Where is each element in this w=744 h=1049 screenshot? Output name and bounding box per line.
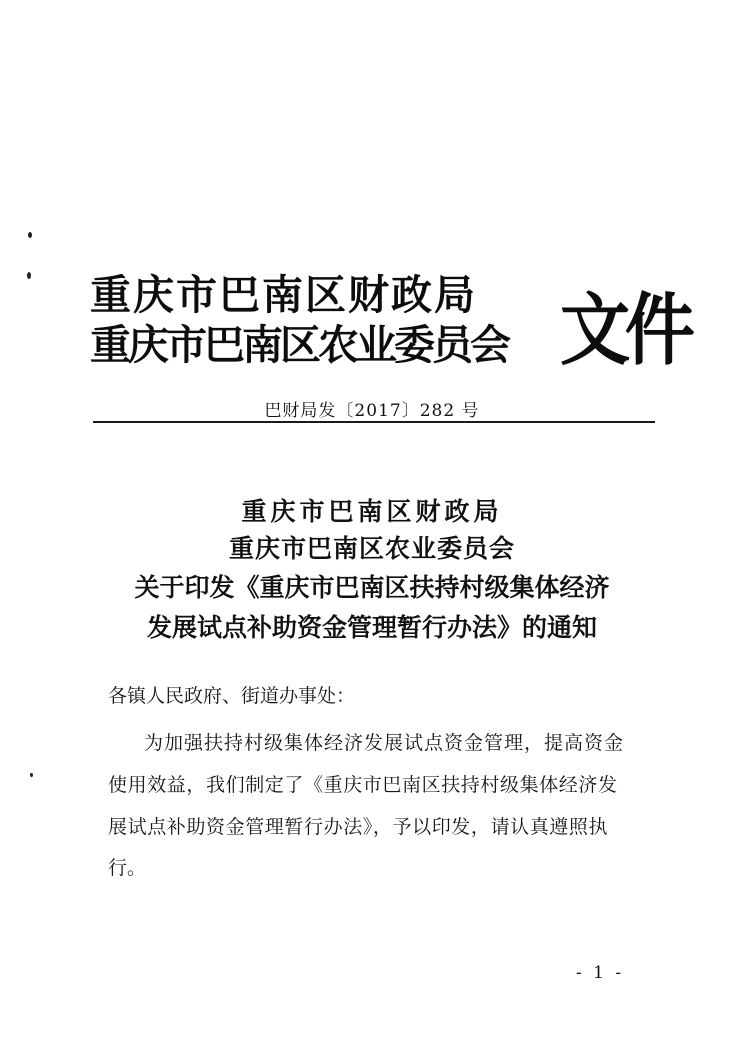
scan-speck bbox=[30, 773, 33, 777]
header-issuer-agriculture-committee: 重庆市巴南区农业委员会 bbox=[90, 321, 508, 369]
page-number: - 1 - bbox=[576, 963, 625, 983]
paragraph-line: 使用效益，我们制定了《重庆市巴南区扶持村级集体经济发 bbox=[108, 774, 618, 796]
paragraph-line: 行。 bbox=[108, 857, 147, 879]
document-number: 巴财局发〔2017〕282 号 bbox=[264, 401, 480, 421]
title-line-2: 重庆市巴南区农业委员会 bbox=[228, 534, 515, 563]
salutation: 各镇人民政府、街道办事处： bbox=[108, 685, 356, 707]
header-issuer-finance-bureau: 重庆市巴南区财政局 bbox=[90, 271, 477, 319]
header-document-suffix: 文件 bbox=[560, 286, 690, 376]
title-line-4: 发展试点补助资金管理暂行办法》的通知 bbox=[146, 613, 597, 642]
paragraph-line: 展试点补助资金管理暂行办法》，予以印发，请认真遵照执 bbox=[108, 816, 609, 838]
header-divider bbox=[93, 421, 655, 423]
title-line-3: 关于印发《重庆市巴南区扶持村级集体经济 bbox=[134, 573, 610, 602]
scan-speck bbox=[28, 232, 32, 238]
document-header bbox=[90, 262, 690, 376]
paragraph-line: 为加强扶持村级集体经济发展试点资金管理，提高资金 bbox=[144, 732, 625, 754]
scan-speck bbox=[27, 272, 31, 279]
title-line-1: 重庆市巴南区财政局 bbox=[241, 497, 503, 526]
